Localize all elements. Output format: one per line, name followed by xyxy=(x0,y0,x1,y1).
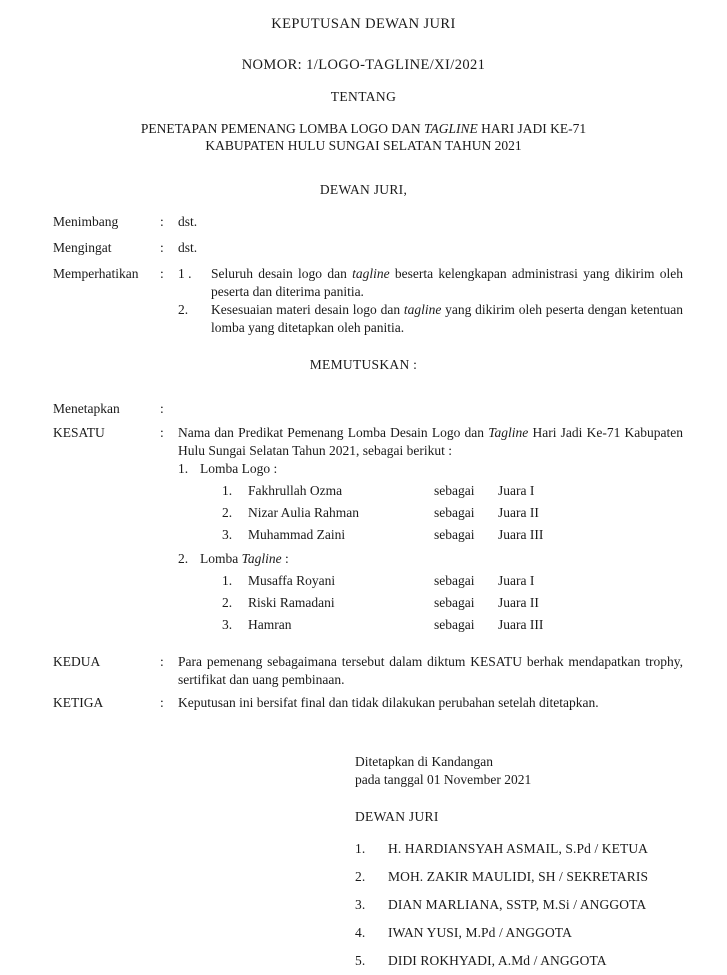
winner-number: 2. xyxy=(222,594,233,610)
clause-ketiga-colon: : xyxy=(160,695,164,710)
document-number: NOMOR: 1/LOGO-TAGLINE/XI/2021 xyxy=(241,57,486,73)
jury-member-list xyxy=(355,835,648,975)
list-item-number: 1 . xyxy=(178,266,192,281)
table-row xyxy=(222,524,543,546)
clause-menetapkan-label: Menetapkan xyxy=(53,401,120,416)
table-row xyxy=(222,613,543,635)
clause-mengingat-label: Mengingat xyxy=(53,240,112,255)
clause-kesatu-colon: : xyxy=(160,425,164,440)
winner-name: Hamran xyxy=(248,616,292,632)
kesatu-intro: Nama dan Predikat Pemenang Lomba Desain Logo dan Tagline Hari Jadi Ke-71 Kabupaten Hulu Sungai Selatan Tahun 2021, sebagai berikut : xyxy=(178,425,683,458)
category-number: 2. xyxy=(178,550,189,566)
winner-rank: Juara III xyxy=(498,527,544,542)
jury-member-number: 1. xyxy=(355,841,366,856)
winner-rank: Juara III xyxy=(498,616,544,632)
jury-member-number: 5. xyxy=(355,953,366,968)
winner-table-logo xyxy=(222,480,543,546)
clause-menimbang-colon: : xyxy=(160,214,164,229)
title-line-2: KABUPATEN HULU SUNGAI SELATAN TAHUN 2021 xyxy=(205,138,522,153)
category-lomba-logo xyxy=(178,460,683,546)
list-item-number: 2. xyxy=(178,302,189,317)
clause-kedua-label: KEDUA xyxy=(53,654,101,669)
list-item-text-pre: Seluruh desain logo dan xyxy=(211,266,353,281)
title-line-1: PENETAPAN PEMENANG LOMBA LOGO DAN TAGLINE HARI JADI KE-71 xyxy=(140,121,587,136)
decision-heading: MEMUTUSKAN : xyxy=(309,357,418,372)
clause-mengingat xyxy=(53,239,683,257)
category-title-emphasis: Tagline xyxy=(241,550,282,566)
clause-menimbang xyxy=(53,213,683,231)
clause-memperhatikan xyxy=(53,265,683,337)
category-number: 1. xyxy=(178,461,189,476)
clause-menimbang-value: dst. xyxy=(178,214,198,229)
winner-as-label: sebagai xyxy=(434,505,475,520)
clause-mengingat-value: dst. xyxy=(178,240,198,255)
clause-kesatu xyxy=(53,424,683,635)
memperhatikan-list xyxy=(178,265,683,336)
winner-number: 1. xyxy=(222,572,233,588)
category-title-post: : xyxy=(281,550,289,566)
clause-kesatu-body xyxy=(178,424,683,635)
winner-as-label: sebagai xyxy=(434,572,475,588)
clause-kesatu-label: KESATU xyxy=(53,425,105,440)
clause-mengingat-colon: : xyxy=(160,240,164,255)
list-item-text-post: yang dikirim oleh peserta dengan ketentuan lomba yang ditetapkan oleh panitia. xyxy=(211,302,683,335)
signature-body-label: DEWAN JURI xyxy=(355,809,439,824)
jury-member-name: MOH. ZAKIR MAULIDI, SH / SEKRETARIS xyxy=(388,869,649,884)
document-subject-title xyxy=(90,120,637,154)
kesatu-intro-emphasis: Tagline xyxy=(488,425,529,440)
winner-table-tagline xyxy=(222,569,543,635)
table-row xyxy=(222,569,543,591)
list-item-text-pre: Kesesuaian materi desain logo dan xyxy=(211,302,404,317)
clause-ketiga xyxy=(53,694,683,712)
list-item-emphasis: tagline xyxy=(403,302,442,317)
winner-name: Nizar Aulia Rahman xyxy=(248,505,359,520)
clause-memperhatikan-body xyxy=(178,265,683,336)
jury-member-name: H. HARDIANSYAH ASMAIL, S.Pd / KETUA xyxy=(388,841,649,856)
category-title-pre: Lomba Logo xyxy=(200,461,271,476)
list-item xyxy=(178,301,683,336)
title-emphasis: TAGLINE xyxy=(423,121,478,136)
list-item-emphasis: tagline xyxy=(352,266,390,281)
list-item-text-post: beserta kelengkapan administrasi yang dikirim oleh peserta dan diterima panitia. xyxy=(211,266,683,299)
document-heading: KEPUTUSAN DEWAN JURI xyxy=(271,16,456,32)
about-label: TENTANG xyxy=(330,89,397,104)
winner-rank: Juara I xyxy=(498,483,535,498)
category-title-pre: Lomba xyxy=(200,550,242,566)
winner-number: 3. xyxy=(222,616,233,632)
table-row xyxy=(222,591,543,613)
winner-rank: Juara II xyxy=(498,594,539,610)
winner-name: Muhammad Zaini xyxy=(248,527,346,542)
winner-name: Riski Ramadani xyxy=(248,594,335,610)
winner-as-label: sebagai xyxy=(434,594,475,610)
table-row xyxy=(222,502,543,524)
winner-as-label: sebagai xyxy=(434,527,475,542)
winner-as-label: sebagai xyxy=(434,483,475,498)
clause-kedua-value: Para pemenang sebagaimana tersebut dalam diktum KESATU berhak mendapatkan trophy, sertifikat dan uang pembinaan. xyxy=(178,654,683,687)
jury-member-number: 2. xyxy=(355,869,366,884)
jury-member-name: IWAN YUSI, M.Pd / ANGGOTA xyxy=(388,925,572,940)
signature-place: Ditetapkan di Kandangan xyxy=(355,754,493,769)
list-item xyxy=(178,265,683,300)
table-row xyxy=(222,480,543,502)
clause-menimbang-label: Menimbang xyxy=(53,214,119,229)
jury-member-number: 4. xyxy=(355,925,366,940)
winner-name: Musaffa Royani xyxy=(248,572,336,588)
competition-category-list xyxy=(178,460,683,635)
clause-ketiga-value: Keputusan ini bersifat final dan tidak dilakukan perubahan setelah ditetapkan. xyxy=(178,695,599,710)
signature-date: pada tanggal 01 November 2021 xyxy=(355,772,532,787)
clause-menetapkan-colon: : xyxy=(160,401,164,416)
clause-kedua-colon: : xyxy=(160,654,164,669)
winner-name: Fakhrullah Ozma xyxy=(248,483,343,498)
clause-memperhatikan-colon: : xyxy=(160,266,164,281)
winner-number: 3. xyxy=(222,527,233,542)
jury-member-name: DIAN MARLIANA, SSTP, M.Si / ANGGOTA xyxy=(388,897,647,912)
winner-number: 2. xyxy=(222,505,233,520)
winner-rank: Juara I xyxy=(498,572,535,588)
jury-member-name: DIDI ROKHYADI, A.Md / ANGGOTA xyxy=(388,953,607,968)
clause-kedua xyxy=(53,653,683,688)
list-item xyxy=(355,863,648,891)
jury-member-number: 3. xyxy=(355,897,366,912)
category-title-post: : xyxy=(270,461,278,476)
winner-rank: Juara II xyxy=(498,505,539,520)
list-item xyxy=(355,835,648,863)
category-lomba-tagline xyxy=(178,550,683,636)
clause-memperhatikan-label: Memperhatikan xyxy=(53,266,139,281)
winner-as-label: sebagai xyxy=(434,616,475,632)
list-item xyxy=(355,919,648,947)
winner-number: 1. xyxy=(222,483,233,498)
clause-ketiga-label: KETIGA xyxy=(53,695,104,710)
list-item xyxy=(355,947,648,975)
list-item xyxy=(355,891,648,919)
issuing-authority: DEWAN JURI, xyxy=(319,182,408,197)
